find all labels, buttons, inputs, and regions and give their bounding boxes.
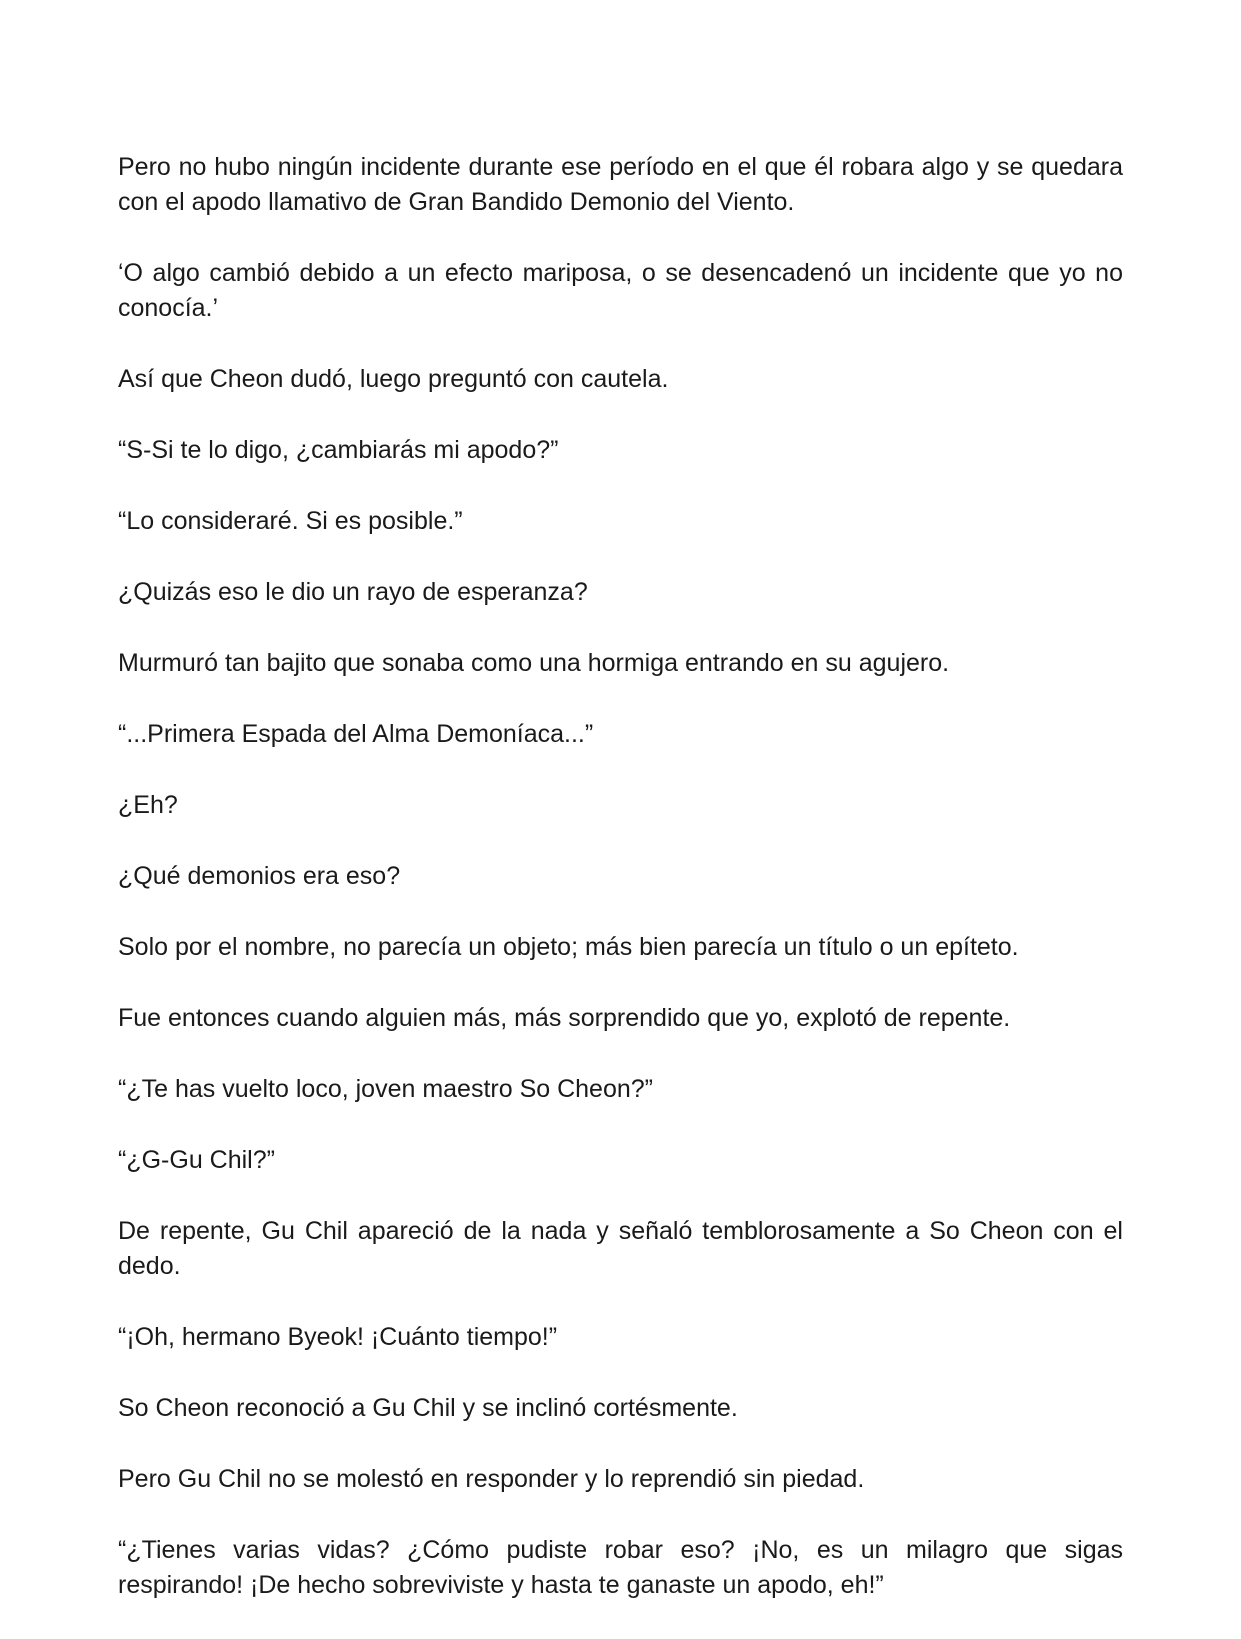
paragraph-3: Así que Cheon dudó, luego preguntó con cautela.	[118, 365, 669, 393]
paragraph-13: “¿Te has vuelto loco, joven maestro So Cheon?”	[118, 1075, 653, 1103]
paragraph-19: “¿Tienes varias vidas? ¿Cómo pudiste robar eso? ¡No, es un milagro que sigas respirando! ¡De hecho sobreviviste y hasta te ganaste un apodo, eh!”	[118, 1536, 1123, 1599]
paragraph-15: De repente, Gu Chil apareció de la nada y señaló temblorosamente a So Cheon con el dedo.	[118, 1217, 1123, 1280]
paragraph-7: Murmuró tan bajito que sonaba como una hormiga entrando en su agujero.	[118, 649, 950, 677]
paragraph-12: Fue entonces cuando alguien más, más sorprendido que yo, explotó de repente.	[118, 1004, 1011, 1032]
paragraph-2: ‘O algo cambió debido a un efecto mariposa, o se desencadenó un incidente que yo no conocía.’	[118, 259, 1123, 322]
paragraph-6: ¿Quizás eso le dio un rayo de esperanza?	[118, 578, 588, 606]
paragraph-4: “S-Si te lo digo, ¿cambiarás mi apodo?”	[118, 436, 559, 464]
paragraph-16: “¡Oh, hermano Byeok! ¡Cuánto tiempo!”	[118, 1323, 558, 1351]
paragraph-18: Pero Gu Chil no se molestó en responder y lo reprendió sin piedad.	[118, 1465, 865, 1493]
paragraph-17: So Cheon reconoció a Gu Chil y se inclinó cortésmente.	[118, 1394, 738, 1422]
paragraph-14: “¿G-Gu Chil?”	[118, 1146, 275, 1174]
paragraph-10: ¿Qué demonios era eso?	[118, 862, 401, 890]
document-body	[118, 150, 1123, 1639]
paragraph-8: “...Primera Espada del Alma Demoníaca...”	[118, 720, 594, 748]
paragraph-5: “Lo consideraré. Si es posible.”	[118, 507, 463, 535]
paragraph-11: Solo por el nombre, no parecía un objeto; más bien parecía un título o un epíteto.	[118, 933, 1019, 961]
paragraph-1: Pero no hubo ningún incidente durante ese período en el que él robara algo y se quedara con el apodo llamativo de Gran Bandido Demonio del Viento.	[118, 153, 1123, 216]
paragraph-9: ¿Eh?	[118, 791, 178, 819]
